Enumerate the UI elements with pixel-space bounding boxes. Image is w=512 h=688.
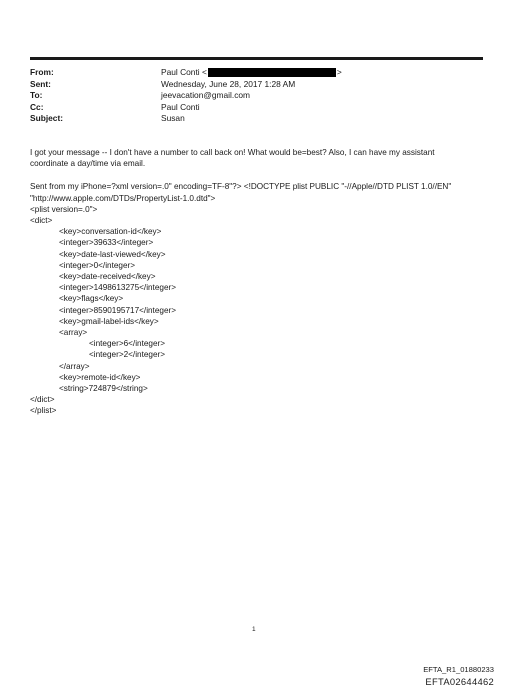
bates-number-primary: EFTA_R1_01880233 [423,665,494,674]
from-value [161,67,342,79]
email-header [30,67,342,125]
to-label: To: [30,90,43,101]
sent-label: Sent: [30,78,51,89]
plist-line: <dict> [30,216,53,226]
plist-line: <key>gmail-label-ids</key> [59,316,159,326]
plist-line: <key>flags</key> [59,294,124,304]
to-value: jeevacation@gmail.com [161,90,251,101]
sent-row [30,79,342,91]
plist-line: <integer>1498613275</integer> [59,283,177,293]
bates-number-secondary: EFTA02644462 [425,676,494,687]
plist-line: <plist version=.0"> [30,204,98,214]
to-row [30,90,342,102]
cc-row [30,102,342,114]
from-row [30,67,342,79]
page-number: 1 [252,626,256,633]
cc-label: Cc: [30,101,44,112]
plist-line: <integer>39633</integer> [59,238,154,248]
email-body [30,147,470,417]
plist-line: <key>date-received</key> [59,272,156,282]
plist-line: <key>remote-id</key> [59,372,141,382]
plist-line: <string>724879</string> [59,384,148,394]
message-line: coordinate a day/time via email. [30,159,146,169]
plist-line: <array> [59,328,88,338]
message-paragraph [30,147,470,169]
from-label: From: [30,67,54,77]
redaction-box [208,68,336,77]
subject-value: Susan [161,113,185,124]
plist-line: </array> [59,361,90,371]
plist-line: </plist> [30,406,57,416]
message-line: I got your message -- I don't have a number to call back on! What would be=best? Also, I can have my assistant [30,148,435,157]
plist-line: <integer>8590195717</integer> [59,305,177,315]
cc-value: Paul Conti [161,101,200,112]
plist-line: <integer>2</integer> [89,350,166,360]
plist-line: </dict> [30,395,55,405]
from-name: Paul Conti < [161,67,207,77]
from-suffix: > [336,67,342,77]
plist-line: <integer>0</integer> [59,260,136,270]
plist-line: <key>conversation-id</key> [59,227,162,237]
plist-line: <integer>6</integer> [89,339,166,349]
sent-from-line: Sent from my iPhone=?xml version=.0" encoding=TF-8"?> <!DOCTYPE plist PUBLIC "-//Apple//DTD PLIST 1.0//EN" [30,182,452,192]
plist-block [30,181,470,416]
sent-value: Wednesday, June 28, 2017 1:28 AM [161,78,296,89]
header-rule [30,57,483,60]
subject-label: Subject: [30,113,64,124]
sent-from-line: "http://www.apple.com/DTDs/PropertyList-1.0.dtd"> [30,193,216,203]
plist-line: <key>date-last-viewed</key> [59,249,166,259]
subject-row [30,113,342,125]
